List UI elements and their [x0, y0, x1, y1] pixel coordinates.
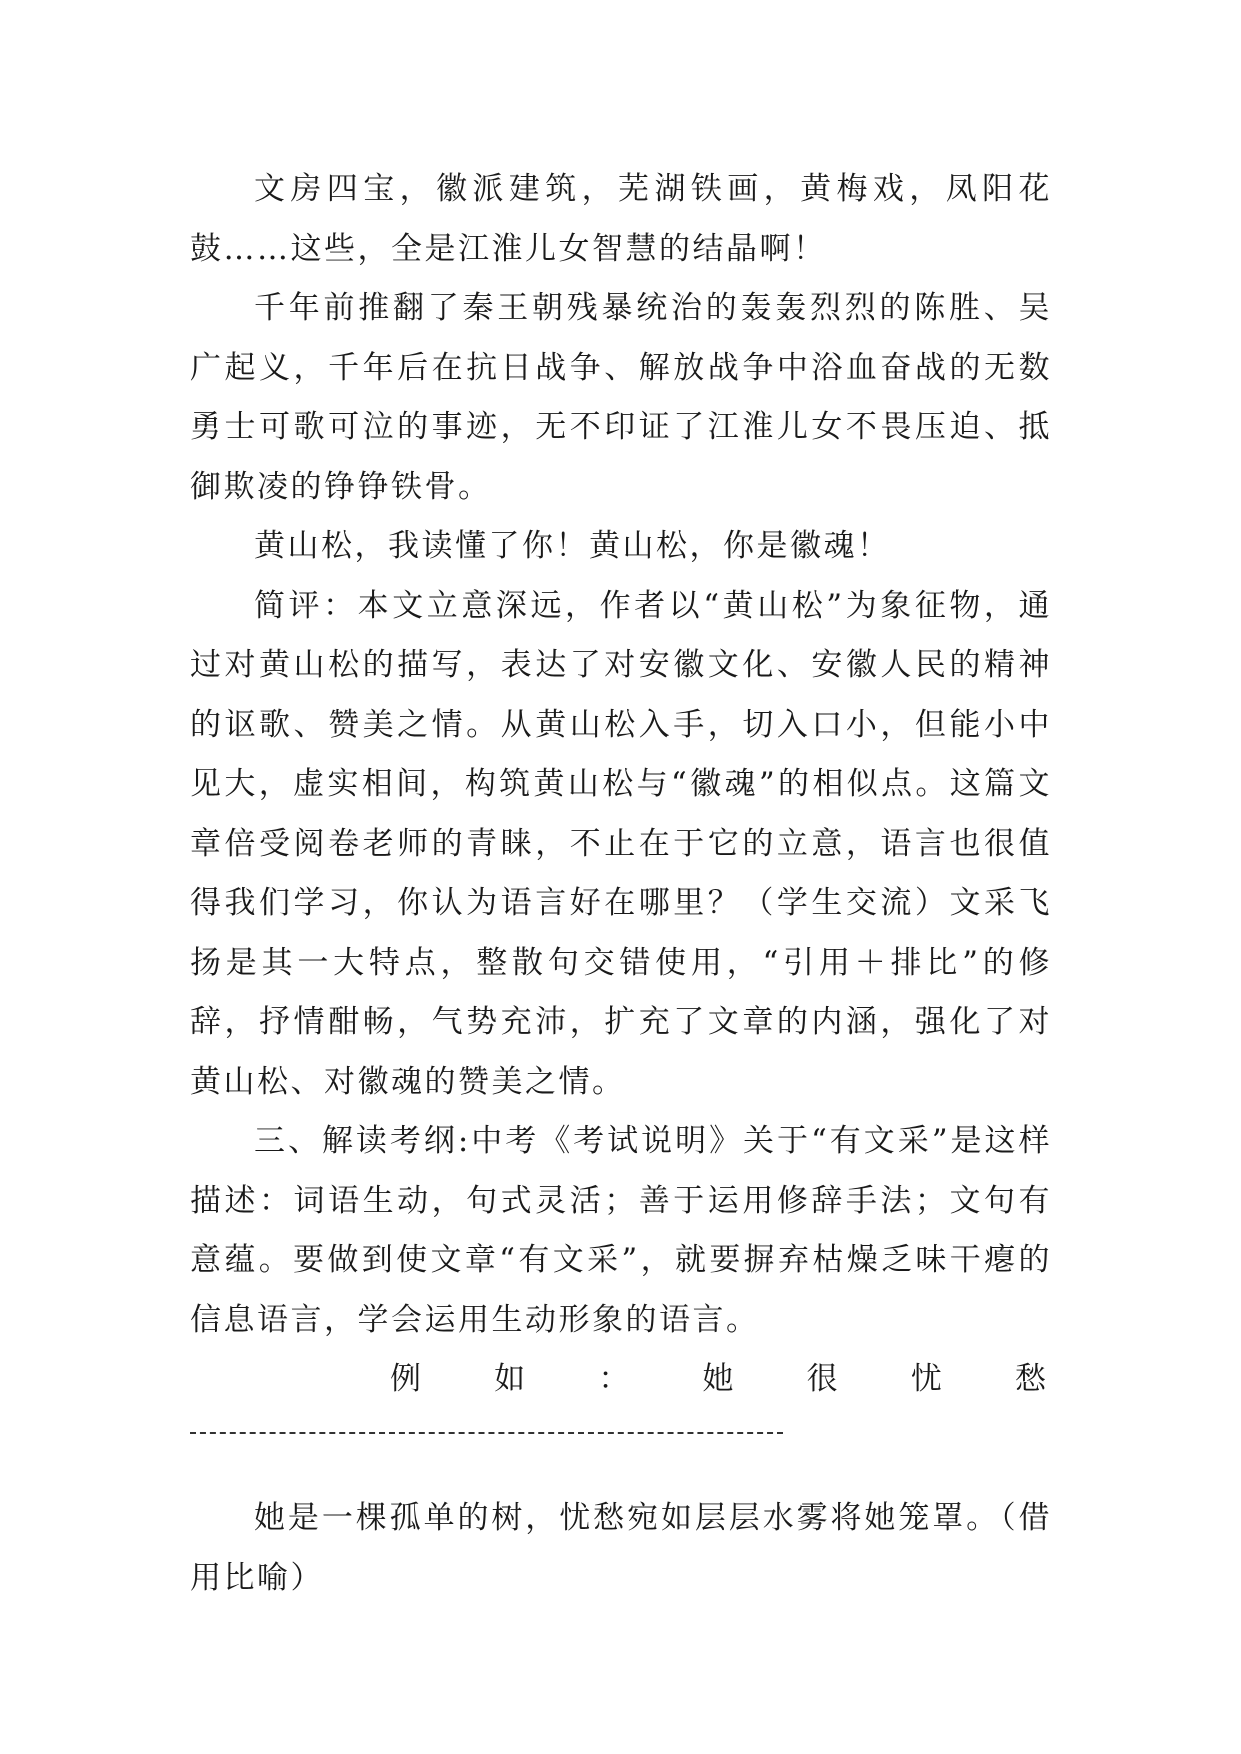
example-char: 如 — [494, 1361, 526, 1397]
example-char: 她 — [702, 1361, 734, 1397]
paragraph-exam-outline: 三、解读考纲:中考《考试说明》关于“有文采”是这样描述：词语生动，句式灵活；善于运用修辞手法；文句有意蕴。要做到使文章“有文采”，就要摒弃枯燥乏味干瘪的信息语言，学会运用生动形象的语言。 — [190, 1123, 1052, 1338]
spacer — [190, 1469, 1052, 1489]
paragraph-huangshan-pine-exclamation: 黄山松，我读懂了你！黄山松，你是徽魂！ — [254, 528, 891, 564]
paragraph-brief-review: 简评：本文立意深远，作者以“黄山松”为象征物，通过对黄山松的描写，表达了对安徽文化、安徽人民的精神的讴歌、赞美之情。从黄山松入手，切入口小，但能小中见大，虚实相间，构筑黄山松与“徽魂”的相似点。这篇文章倍受阅卷老师的青睐，不止在于它的立意，语言也很值得我们学习，你认为语言好在哪里？（学生交流）文采飞扬是其一大特点，整散句交错使用，“引用＋排比”的修辞，抒情酣畅，气势充沛，扩充了文章的内涵，强化了对黄山松、对徽魂的赞美之情。 — [190, 587, 1052, 1100]
paragraph-historical-uprisings: 千年前推翻了秦王朝残暴统治的轰轰烈烈的陈胜、吴广起义，千年后在抗日战争、解放战争中浴血奋战的无数勇士可歌可泣的事迹，无不印证了江淮儿女不畏压迫、抵御欺凌的铮铮铁骨。 — [190, 290, 1052, 505]
example-char: 忧 — [910, 1361, 942, 1397]
paragraph-cultural-treasures: 文房四宝，徽派建筑，芜湖铁画，黄梅戏，凤阳花鼓……这些，全是江淮儿女智慧的结晶啊！ — [190, 171, 1052, 267]
dashed-answer-line — [190, 1410, 1052, 1470]
example-char: 愁 — [1014, 1361, 1046, 1397]
dashed-rule — [190, 1432, 783, 1434]
example-char: 很 — [806, 1361, 838, 1397]
example-char: 例 — [390, 1361, 421, 1397]
paragraph-metaphor-example: 她是一棵孤单的树，忧愁宛如层层水雾将她笼罩。（借用比喻） — [190, 1500, 1052, 1596]
example-char: ： — [598, 1361, 630, 1397]
example-sentence-line — [190, 1350, 1052, 1410]
document-page — [190, 160, 1052, 1608]
